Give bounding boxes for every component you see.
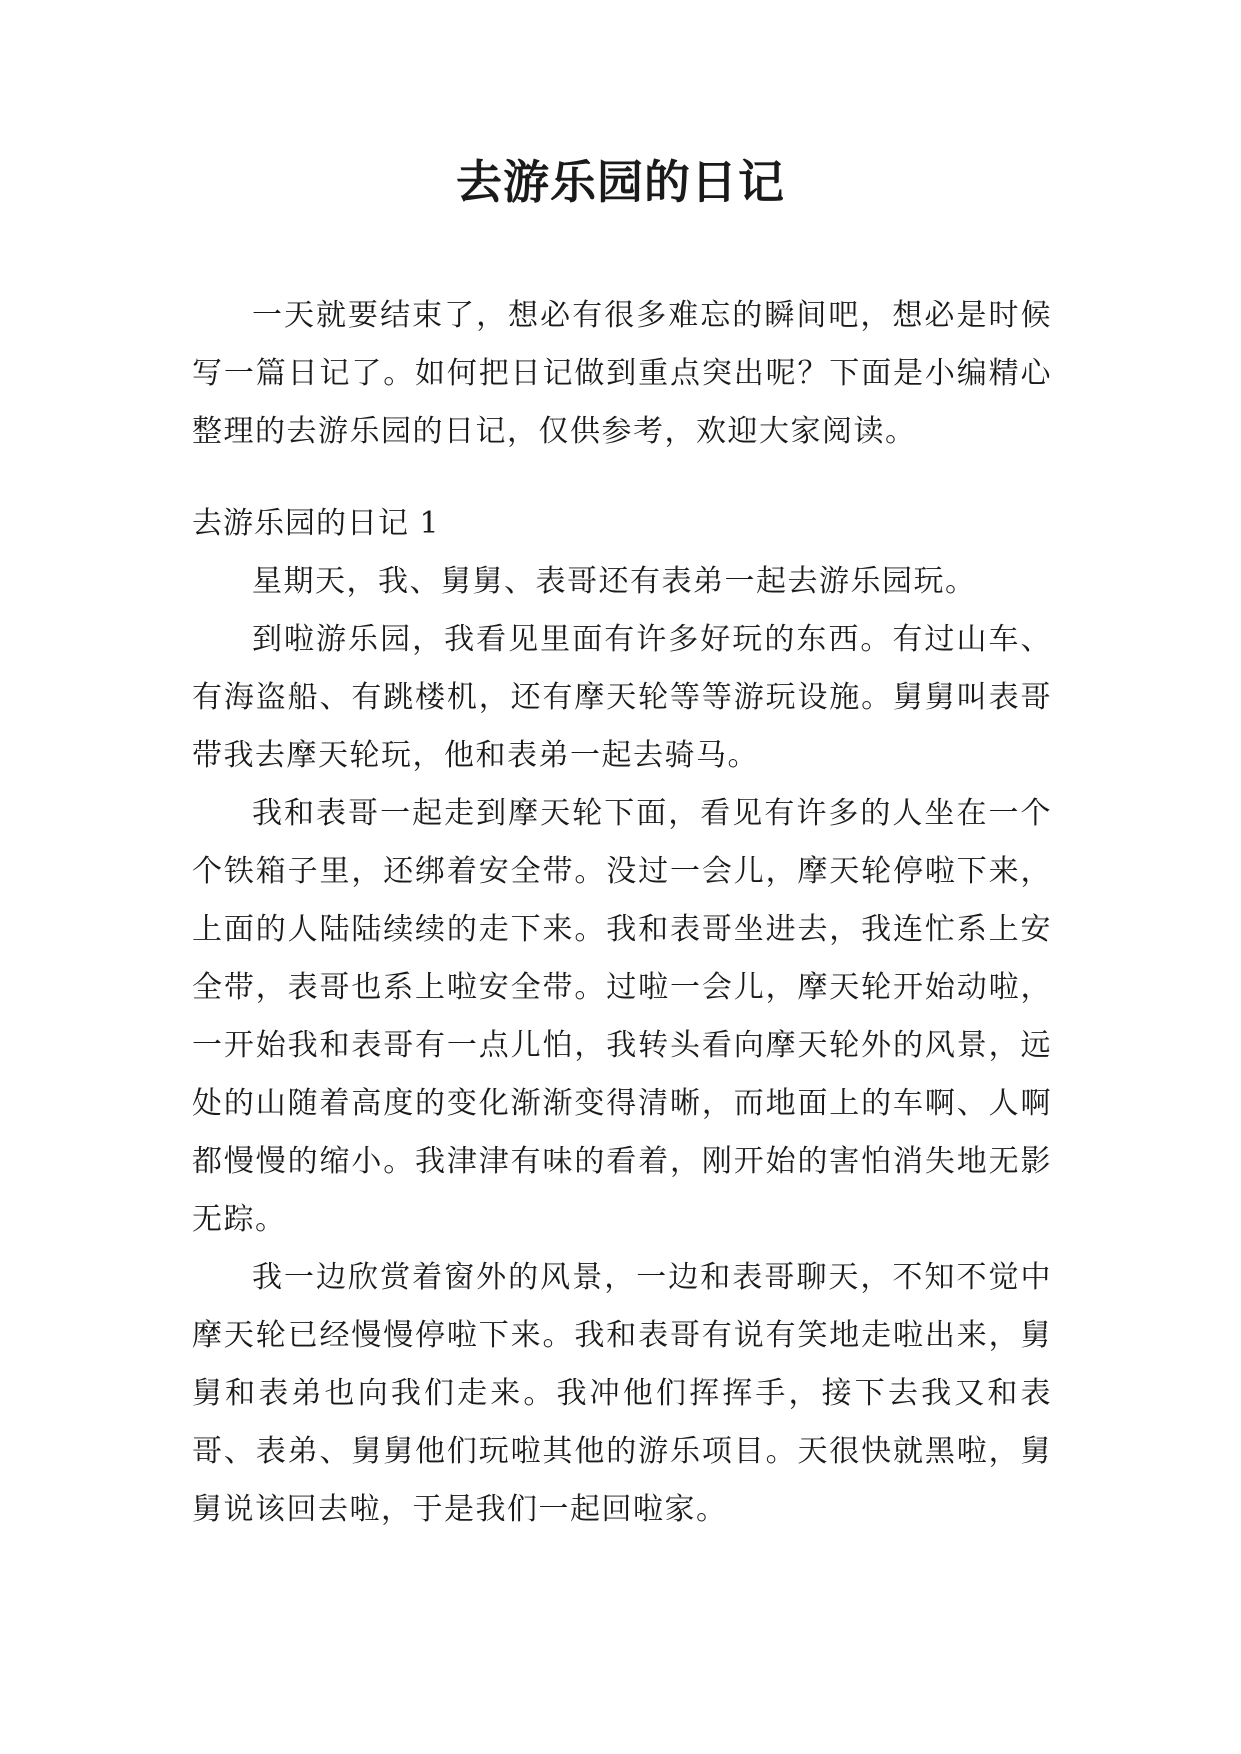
document-body	[192, 287, 1052, 1539]
intro-paragraph: 一天就要结束了，想必有很多难忘的瞬间吧，想必是时候写一篇日记了。如何把日记做到重点突出呢？下面是小编精心整理的去游乐园的日记，仅供参考，欢迎大家阅读。	[192, 298, 1052, 449]
document-title: 去游乐园的日记	[456, 155, 785, 209]
body-paragraph: 到啦游乐园，我看见里面有许多好玩的东西。有过山车、有海盗船、有跳楼机，还有摩天轮等等游玩设施。舅舅叫表哥带我去摩天轮玩，他和表弟一起去骑马。	[192, 622, 1052, 773]
section-heading: 去游乐园的日记 1	[192, 506, 440, 541]
body-paragraph: 星期天，我、舅舅、表哥还有表弟一起去游乐园玩。	[252, 564, 977, 599]
body-paragraph: 我一边欣赏着窗外的风景，一边和表哥聊天，不知不觉中摩天轮已经慢慢停啦下来。我和表哥有说有笑地走啦出来，舅舅和表弟也向我们走来。我冲他们挥挥手，接下去我又和表哥、表弟、舅舅他们玩啦其他的游乐项目。天很快就黑啦，舅舅说该回去啦，于是我们一起回啦家。	[192, 1260, 1052, 1527]
body-paragraph: 我和表哥一起走到摩天轮下面，看见有许多的人坐在一个个铁箱子里，还绑着安全带。没过一会儿，摩天轮停啦下来，上面的人陆陆续续的走下来。我和表哥坐进去，我连忙系上安全带，表哥也系上啦安全带。过啦一会儿，摩天轮开始动啦，一开始我和表哥有一点儿怕，我转头看向摩天轮外的风景，远处的山随着高度的变化渐渐变得清晰，而地面上的车啊、人啊都慢慢的缩小。我津津有味的看着，刚开始的害怕消失地无影无踪。	[192, 796, 1052, 1237]
